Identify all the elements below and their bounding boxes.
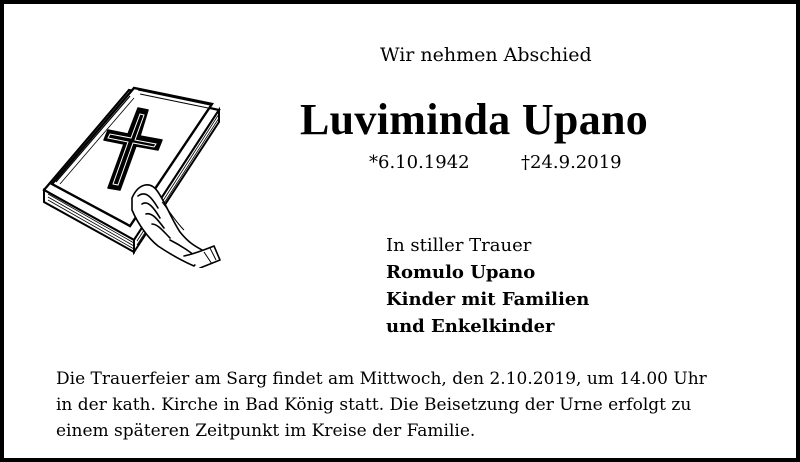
- notice-line: einem späteren Zeitpunkt im Kreise der Familie.: [56, 421, 476, 441]
- mourners-block: [386, 232, 626, 340]
- funeral-notice: [56, 366, 766, 444]
- mourner-line: und Enkelkinder: [386, 316, 555, 337]
- death-date: †24.9.2019: [521, 152, 622, 173]
- bible-with-cross-and-praying-hands-icon: [34, 80, 239, 268]
- birth-date: *6.10.1942: [369, 152, 470, 173]
- mourner-line: Romulo Upano: [386, 262, 536, 283]
- farewell-intro: Wir nehmen Abschied: [380, 44, 592, 66]
- notice-line: Die Trauerfeier am Sarg findet am Mittwoch, den 2.10.2019, um 14.00 Uhr: [56, 369, 707, 389]
- mourning-phrase: In stiller Trauer: [386, 235, 532, 256]
- deceased-name: Luviminda Upano: [300, 95, 649, 144]
- notice-line: in der kath. Kirche in Bad König statt. Die Beisetzung der Urne erfolgt zu: [56, 395, 692, 415]
- mourner-line: Kinder mit Familien: [386, 289, 590, 310]
